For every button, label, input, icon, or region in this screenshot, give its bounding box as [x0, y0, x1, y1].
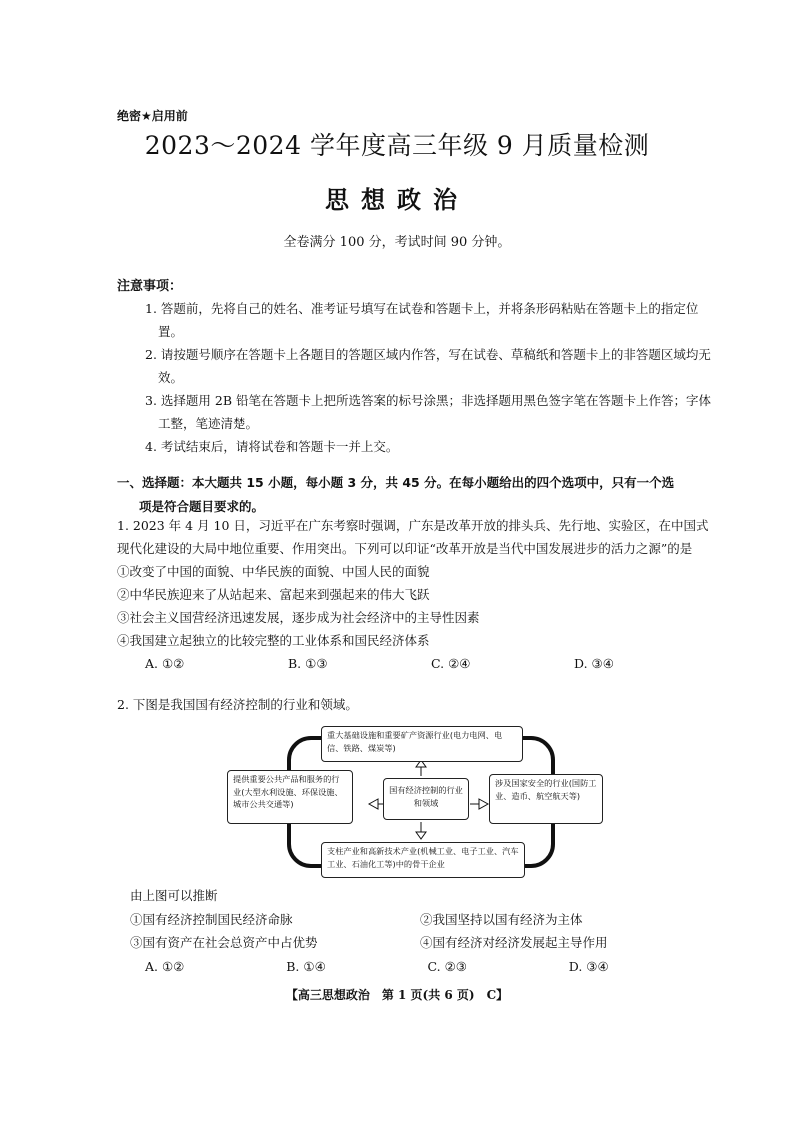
score-line: 全卷满分 100 分，考试时间 90 分钟。 — [283, 235, 511, 250]
notice-list — [145, 297, 715, 458]
exam-title: 2023～2024 学年度高三年级 9 月质量检测 — [144, 131, 650, 160]
state-economy-diagram — [225, 724, 605, 882]
option-a[interactable]: A. ①② — [145, 958, 185, 974]
statement: ②我国坚持以国有经济为主体 — [420, 911, 583, 927]
notice-item: 2. 请按题号顺序在答题卡上各题目的答题区域内作答，写在试卷、草稿纸和答题卡上的非答题区域均无效。 — [145, 347, 711, 385]
question-2-stem: 2. 下图是我国国有经济控制的行业和领域。 — [117, 697, 358, 712]
notice-item: 4. 考试结束后，请将试卷和答题卡一并上交。 — [145, 439, 399, 454]
option-a[interactable]: A. ①② — [145, 656, 185, 671]
diagram-box-left: 提供重要公共产品和服务的行业(大型水利设施、环保设施、城市公共交通等) — [227, 770, 353, 824]
option-b[interactable]: B. ①④ — [286, 958, 326, 974]
statement-row — [130, 931, 710, 955]
notice-item: 1. 答题前，先将自己的姓名、准考证号填写在试卷和答题卡上，并将条形码粘贴在答题卡上的指定位置。 — [145, 301, 699, 339]
notice-title: 注意事项： — [117, 279, 183, 294]
option-c[interactable]: C. ②③ — [427, 958, 467, 974]
answer-options — [130, 955, 710, 979]
diagram-box-center: 国有经济控制的行业和领域 — [383, 778, 469, 820]
section-heading — [117, 471, 717, 519]
statement: ③国有资产在社会总资产中占优势 — [130, 935, 318, 950]
statement: ④我国建立起独立的比较完整的工业体系和国民经济体系 — [117, 633, 430, 648]
statement-row — [130, 908, 710, 932]
confidential-mark: 绝密★启用前 — [117, 109, 188, 123]
statement: ①改变了中国的面貌、中华民族的面貌、中国人民的面貌 — [117, 564, 430, 579]
option-c[interactable]: C. ②④ — [431, 656, 471, 671]
section-heading-line2: 项是符合题目要求的。 — [139, 499, 265, 514]
statement: ④国有经济对经济发展起主导作用 — [420, 935, 608, 950]
inference-lead: 由上图可以推断 — [130, 888, 218, 903]
diagram-box-top: 重大基础设施和重要矿产资源行业(电力电网、电信、铁路、煤炭等) — [321, 726, 523, 762]
statement: ①国有经济控制国民经济命脉 — [130, 911, 293, 927]
notice-item: 3. 选择题用 2B 铅笔在答题卡上把所选答案的标号涂黑；非选择题用黑色签字笔在答题卡上作答；字体工整，笔迹清楚。 — [145, 393, 711, 431]
question-stem: 1. 2023 年 4 月 10 日，习近平在广东考察时强调，广东是改革开放的排头兵、先行地、实验区，在中国式现代化建设的大局中地位重要、作用突出。下列可以印证“改革开放是当代中国发展进步的活力之源”的是 — [117, 518, 709, 556]
option-b[interactable]: B. ①③ — [288, 656, 328, 671]
diagram-box-bottom: 支柱产业和高新技术产业(机械工业、电子工业、汽车工业、石油化工等)中的骨干企业 — [321, 842, 525, 878]
statement: ②中华民族迎来了从站起来、富起来到强起来的伟大飞跃 — [117, 587, 430, 602]
option-d[interactable]: D. ③④ — [568, 958, 609, 974]
subject-title: 思想政治 — [325, 186, 469, 214]
diagram-box-right: 涉及国家安全的行业(国防工业、造币、航空航天等) — [489, 774, 603, 824]
question-2-body — [130, 884, 710, 978]
question-1 — [117, 514, 717, 675]
option-d[interactable]: D. ③④ — [574, 656, 614, 671]
section-heading-line1: 一、选择题：本大题共 15 小题，每小题 3 分，共 45 分。在每小题给出的四个选项中，只有一个选 — [117, 475, 675, 490]
answer-options — [117, 652, 717, 675]
page-footer: 【高三思想政治 第 1 页(共 6 页) C】 — [285, 988, 509, 1002]
statement: ③社会主义国营经济迅速发展，逐步成为社会经济中的主导性因素 — [117, 610, 480, 625]
